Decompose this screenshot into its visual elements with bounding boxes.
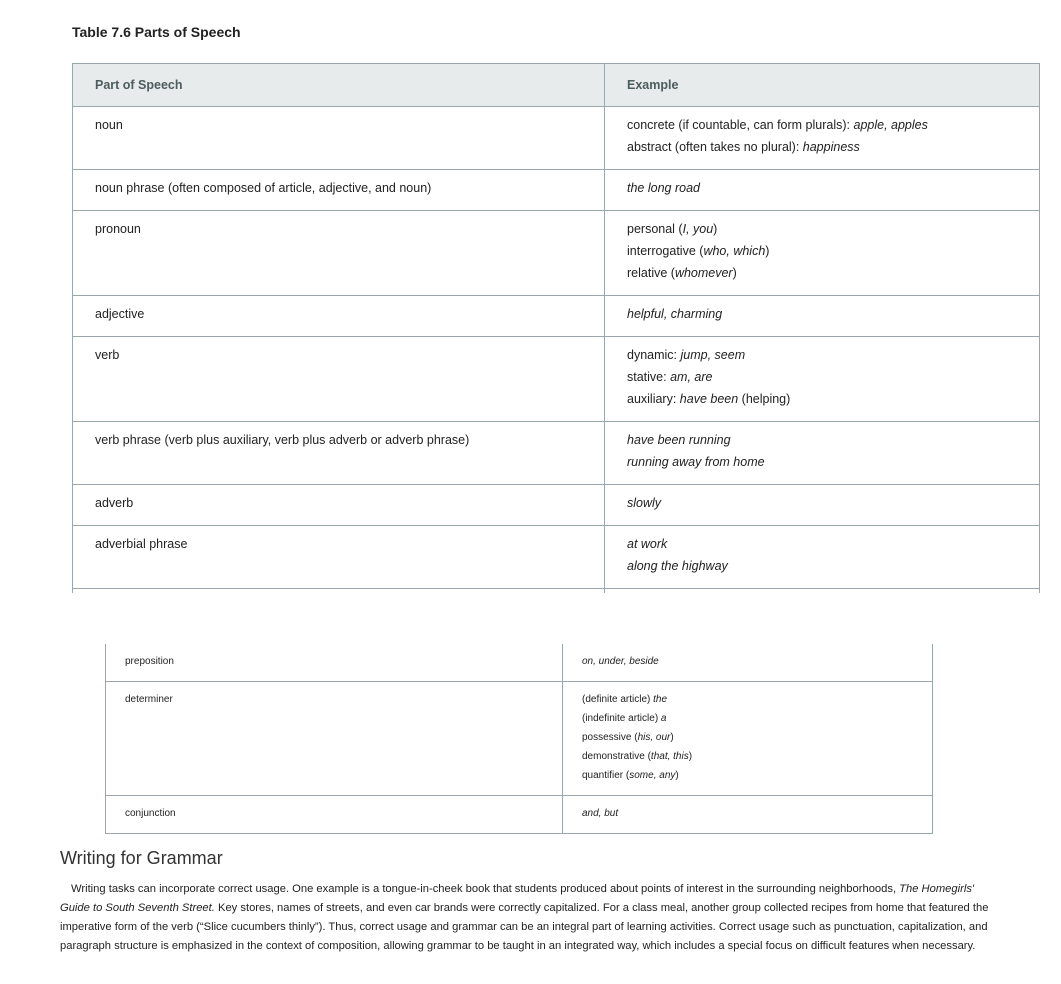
- part-of-speech-cell: pronoun: [73, 211, 605, 296]
- example-italic-text: at work: [627, 537, 668, 551]
- example-line: [627, 240, 1017, 262]
- example-text: auxiliary:: [627, 392, 680, 406]
- example-line: [627, 388, 1017, 410]
- example-italic-text: slowly: [627, 496, 662, 510]
- example-text: (indefinite article): [582, 713, 661, 724]
- example-line: [582, 709, 913, 728]
- example-cell: [563, 644, 933, 682]
- table-caption: Table 7.6 Parts of Speech: [72, 24, 241, 40]
- example-italic-text: some, any: [629, 770, 676, 781]
- example-italic-text: the: [653, 694, 668, 705]
- example-line: [627, 451, 1017, 473]
- example-line: [627, 262, 1017, 284]
- cutoff-cell: [605, 589, 1040, 594]
- example-line: [627, 492, 1017, 514]
- example-italic-text: running away from home: [627, 455, 765, 469]
- example-text: (definite article): [582, 694, 654, 705]
- example-italic-text: who, which: [703, 244, 766, 258]
- table-row: [73, 211, 1040, 296]
- section-paragraph: [60, 880, 990, 956]
- example-text: personal (: [627, 222, 683, 236]
- example-cell: [605, 526, 1040, 589]
- example-cell: [563, 682, 933, 796]
- example-italic-text: along the highway: [627, 559, 728, 573]
- table-row: [73, 337, 1040, 422]
- example-text: ): [688, 751, 693, 762]
- example-italic-text: have been running: [627, 433, 731, 447]
- table-header-row: [73, 64, 1040, 107]
- example-text: ): [732, 266, 737, 280]
- example-line: [582, 728, 913, 747]
- example-italic-text: happiness: [802, 140, 860, 154]
- part-of-speech-cell: noun: [73, 107, 605, 170]
- example-line: [627, 114, 1017, 136]
- example-cell: [563, 796, 933, 834]
- part-of-speech-cell: noun phrase (often composed of article, adjective, and noun): [73, 170, 605, 211]
- example-text: dynamic:: [627, 348, 681, 362]
- example-line: [582, 652, 913, 671]
- paragraph-text: Key stores, names of streets, and even car brands were correctly capitalized. For a class meal, another group collected recipes from home that featured the imperative form of the verb (“Slice cucumbers thinly”). Thus, correct usage and grammar can be an integral part of learning activities. Correct usage such as punctuation, capitalization, and paragraph structure is emphasized in the context of composition, allowing grammar to be taught in an integrated way, which includes a special focus on difficult features when necessary.: [60, 902, 989, 952]
- example-line: [582, 766, 913, 785]
- part-of-speech-cell: adverb: [73, 485, 605, 526]
- example-italic-text: the long road: [627, 181, 700, 195]
- table-row: [106, 644, 933, 682]
- section-heading: Writing for Grammar: [60, 848, 223, 868]
- example-italic-text: that, this: [650, 751, 689, 762]
- example-text: demonstrative (: [582, 751, 651, 762]
- cutoff-cell: [73, 589, 605, 594]
- example-italic-text: I, you: [682, 222, 714, 236]
- example-italic-text: have been: [679, 392, 739, 406]
- example-line: [582, 804, 913, 823]
- example-text: quantifier (: [582, 770, 630, 781]
- table-row: [73, 107, 1040, 170]
- example-italic-text: am, are: [670, 370, 713, 384]
- table-row: [73, 296, 1040, 337]
- example-cell: [605, 211, 1040, 296]
- example-cell: [605, 422, 1040, 485]
- example-line: [582, 747, 913, 766]
- example-line: [627, 344, 1017, 366]
- example-text: abstract (often takes no plural):: [627, 140, 803, 154]
- table-row: [106, 682, 933, 796]
- example-line: [627, 366, 1017, 388]
- example-text: ): [670, 732, 674, 743]
- book-title: The Homegirls' Guide to South Seventh Street.: [60, 883, 975, 914]
- table-row: [73, 485, 1040, 526]
- example-line: [627, 218, 1017, 240]
- example-cell: [605, 170, 1040, 211]
- example-line: [582, 690, 913, 709]
- parts-of-speech-table-continued: [105, 644, 933, 834]
- example-italic-text: helpful, charming: [627, 307, 723, 321]
- part-of-speech-cell: determiner: [106, 682, 563, 796]
- example-line: [627, 429, 1017, 451]
- example-line: [627, 533, 1017, 555]
- table-row: [73, 170, 1040, 211]
- example-italic-text: his, our: [637, 732, 671, 743]
- example-italic-text: on, under, beside: [582, 656, 659, 667]
- example-italic-text: and, but: [582, 808, 619, 819]
- example-text: interrogative (: [627, 244, 704, 258]
- example-cell: [605, 485, 1040, 526]
- example-text: possessive (: [582, 732, 638, 743]
- example-text: ): [713, 222, 718, 236]
- example-line: [627, 555, 1017, 577]
- column-header-part-of-speech: Part of Speech: [73, 64, 605, 107]
- example-line: [627, 177, 1017, 199]
- column-header-example: Example: [605, 64, 1040, 107]
- example-text: ): [675, 770, 679, 781]
- example-cell: [605, 296, 1040, 337]
- example-italic-text: whomever: [674, 266, 733, 280]
- example-cell: [605, 107, 1040, 170]
- example-italic-text: a: [660, 713, 667, 724]
- table-row-cutoff: [73, 589, 1040, 594]
- part-of-speech-cell: adjective: [73, 296, 605, 337]
- table-row: [73, 422, 1040, 485]
- example-text: ): [765, 244, 770, 258]
- example-cell: [605, 337, 1040, 422]
- paragraph-text: Writing tasks can incorporate correct usage. One example is a tongue-in-cheek book that students produced about points of interest in the surrounding neighborhoods,: [71, 883, 900, 895]
- table-row: [73, 526, 1040, 589]
- example-text: relative (: [627, 266, 675, 280]
- example-text: concrete (if countable, can form plurals):: [627, 118, 854, 132]
- table-row: [106, 796, 933, 834]
- part-of-speech-cell: conjunction: [106, 796, 563, 834]
- part-of-speech-cell: adverbial phrase: [73, 526, 605, 589]
- example-italic-text: jump, seem: [680, 348, 746, 362]
- example-italic-text: apple, apples: [853, 118, 928, 132]
- example-text: (helping): [738, 392, 791, 406]
- part-of-speech-cell: verb: [73, 337, 605, 422]
- example-text: stative:: [627, 370, 671, 384]
- example-line: [627, 303, 1017, 325]
- parts-of-speech-table: [72, 63, 1040, 593]
- part-of-speech-cell: verb phrase (verb plus auxiliary, verb plus adverb or adverb phrase): [73, 422, 605, 485]
- example-line: [627, 136, 1017, 158]
- part-of-speech-cell: preposition: [106, 644, 563, 682]
